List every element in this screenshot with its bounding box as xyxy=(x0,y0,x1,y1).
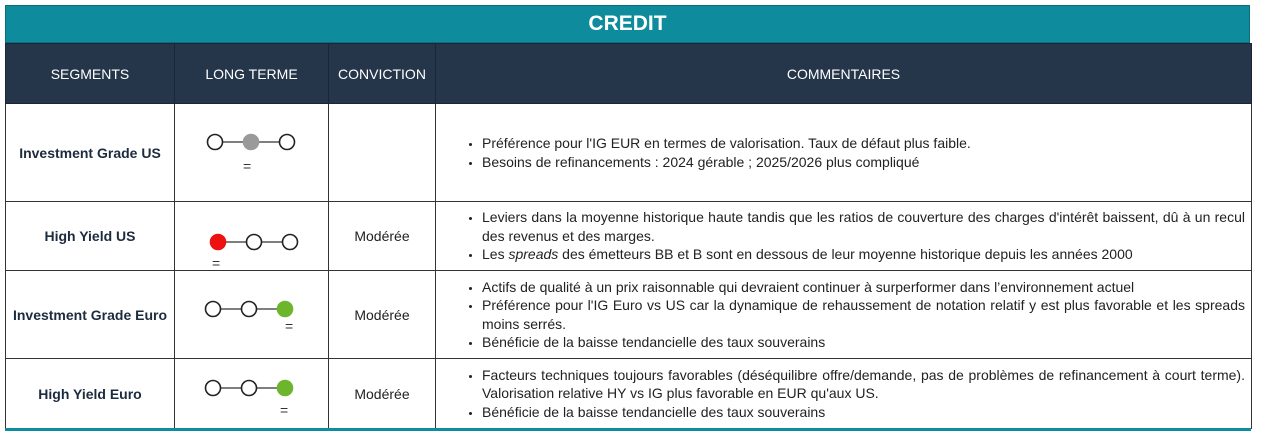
long-term-scale-icon xyxy=(203,297,297,321)
comment-item: • Bénéficie de la baisse tendancielle des taux souverains xyxy=(482,333,1245,352)
comments-list xyxy=(444,366,1245,422)
segment-name: Investment Grade Euro xyxy=(6,271,175,359)
header-comments: COMMENTAIRES xyxy=(436,44,1252,104)
long-term-cell xyxy=(175,359,329,429)
credit-table xyxy=(5,43,1252,429)
comment-item: • Besoins de refinancements : 2024 gérable ; 2025/2026 plus compliqué xyxy=(482,153,1245,172)
segment-name: High Yield US xyxy=(6,202,175,271)
long-term-scale-icon xyxy=(205,130,299,154)
conviction-value: Modérée xyxy=(329,359,436,429)
conviction-value xyxy=(329,104,436,202)
header-row xyxy=(6,44,1252,104)
comment-item: • Actifs de qualité à un prix raisonnable qui devraient continuer à surperformer dans l’environnement actuel xyxy=(482,278,1245,297)
long-term-scale-icon xyxy=(208,230,302,254)
comment-item: • Les spreads des émetteurs BB et B sont en dessous de leur moyenne historique depuis les années 2000 xyxy=(482,245,1245,264)
comment-item: • Préférence pour l'IG EUR en termes de valorisation. Taux de défaut plus faible. xyxy=(482,134,1245,153)
table-row xyxy=(6,104,1252,202)
segment-name: Investment Grade US xyxy=(6,104,175,202)
header-conviction: CONVICTION xyxy=(329,44,436,104)
long-term-cell xyxy=(175,104,329,202)
conviction-value: Modérée xyxy=(329,271,436,359)
header-segments: SEGMENTS xyxy=(6,44,175,104)
comment-item: • Bénéficie de la baisse tendancielle des taux souverains xyxy=(482,403,1245,422)
long-term-symbol: = xyxy=(212,255,221,271)
segment-name: High Yield Euro xyxy=(6,359,175,429)
long-term-cell xyxy=(175,271,329,359)
table-row xyxy=(6,271,1252,359)
table-row xyxy=(6,202,1252,271)
comments-cell xyxy=(436,104,1252,202)
comments-list xyxy=(444,134,1245,171)
comments-list xyxy=(444,278,1245,352)
comment-item: • Préférence pour l'IG Euro vs US car la dynamique de rehaussement de notation relatif y est plus favorable et les spreads moins serrés. xyxy=(482,296,1245,333)
comment-item: • Facteurs techniques toujours favorables (déséquilibre offre/demande, pas de problèmes de refinancement à court terme). Valorisation relative HY vs IG plus favorable en EUR qu'aux US. xyxy=(482,366,1245,403)
comments-cell xyxy=(436,359,1252,429)
table-title: CREDIT xyxy=(5,5,1250,43)
comment-item: • Leviers dans la moyenne historique haute tandis que les ratios de couverture des charges d'intérêt baissent, dû à un recul des revenus et des marges. xyxy=(482,208,1245,245)
long-term-symbol: = xyxy=(243,158,252,174)
long-term-symbol: = xyxy=(285,318,294,334)
long-term-symbol: = xyxy=(280,402,289,418)
long-term-scale-icon xyxy=(203,376,297,400)
header-long-term: LONG TERME xyxy=(175,44,329,104)
comments-list xyxy=(444,208,1245,264)
bottom-border xyxy=(5,428,1251,431)
conviction-value: Modérée xyxy=(329,202,436,271)
table-row xyxy=(6,359,1252,429)
comments-cell xyxy=(436,271,1252,359)
comments-cell xyxy=(436,202,1252,271)
long-term-cell xyxy=(175,202,329,271)
